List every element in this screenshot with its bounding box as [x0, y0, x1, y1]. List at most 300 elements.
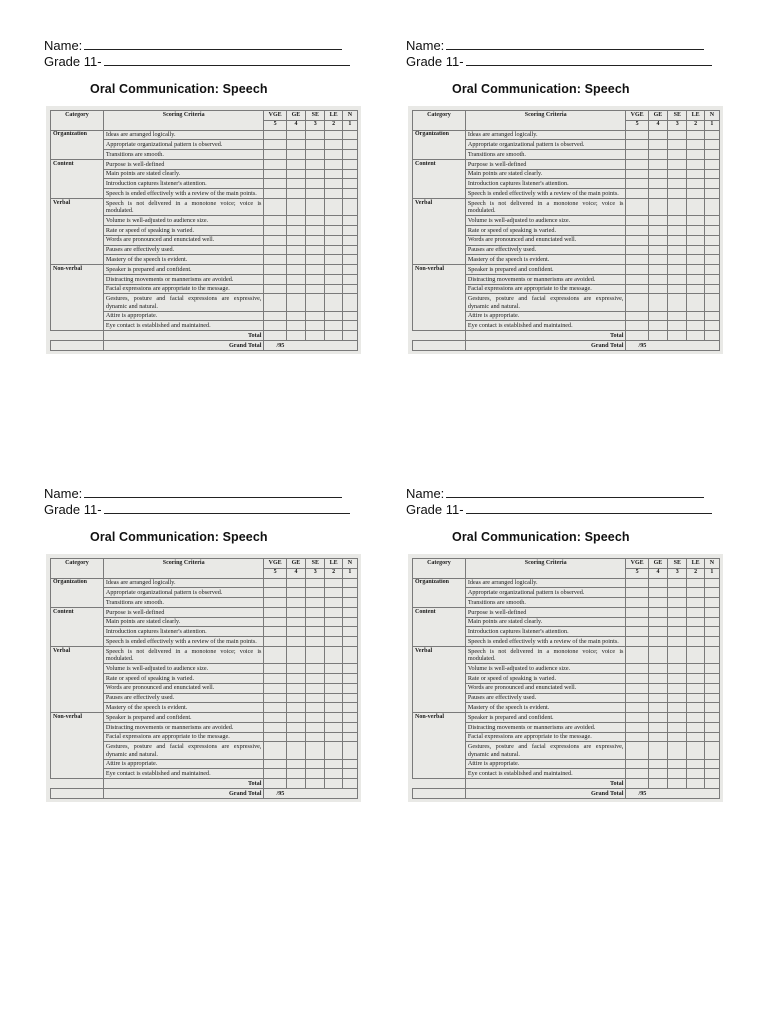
score-cell[interactable] — [286, 235, 305, 245]
score-cell[interactable] — [306, 637, 325, 647]
score-cell[interactable] — [704, 189, 719, 199]
score-cell[interactable] — [626, 703, 648, 713]
score-cell[interactable] — [704, 311, 719, 321]
score-cell[interactable] — [286, 331, 305, 341]
score-cell[interactable] — [704, 169, 719, 179]
score-cell[interactable] — [325, 331, 342, 341]
score-cell[interactable] — [668, 159, 687, 169]
score-cell[interactable] — [648, 647, 667, 664]
score-cell[interactable] — [704, 578, 719, 588]
score-cell[interactable] — [687, 311, 704, 321]
score-cell[interactable] — [687, 627, 704, 637]
score-cell[interactable] — [306, 647, 325, 664]
score-cell[interactable] — [704, 199, 719, 216]
score-cell[interactable] — [325, 294, 342, 311]
score-cell[interactable] — [264, 130, 286, 140]
score-cell[interactable] — [626, 607, 648, 617]
score-cell[interactable] — [264, 779, 286, 789]
score-cell[interactable] — [325, 617, 342, 627]
score-cell[interactable] — [342, 578, 357, 588]
score-cell[interactable] — [626, 588, 648, 598]
score-cell[interactable] — [306, 235, 325, 245]
score-cell[interactable] — [264, 664, 286, 674]
score-cell[interactable] — [325, 713, 342, 723]
score-cell[interactable] — [325, 255, 342, 265]
score-cell[interactable] — [264, 274, 286, 284]
grade-blank[interactable] — [466, 55, 712, 66]
score-cell[interactable] — [342, 235, 357, 245]
score-cell[interactable] — [648, 159, 667, 169]
score-cell[interactable] — [342, 722, 357, 732]
score-cell[interactable] — [264, 637, 286, 647]
score-cell[interactable] — [704, 274, 719, 284]
score-cell[interactable] — [626, 674, 648, 684]
score-cell[interactable] — [668, 693, 687, 703]
score-cell[interactable] — [342, 647, 357, 664]
score-cell[interactable] — [687, 742, 704, 759]
score-cell[interactable] — [687, 216, 704, 226]
score-cell[interactable] — [325, 189, 342, 199]
score-cell[interactable] — [626, 664, 648, 674]
score-cell[interactable] — [626, 617, 648, 627]
score-cell[interactable] — [306, 294, 325, 311]
score-cell[interactable] — [264, 284, 286, 294]
score-cell[interactable] — [668, 588, 687, 598]
score-cell[interactable] — [626, 226, 648, 236]
score-cell[interactable] — [626, 578, 648, 588]
score-cell[interactable] — [668, 294, 687, 311]
score-cell[interactable] — [704, 321, 719, 331]
score-cell[interactable] — [668, 674, 687, 684]
score-cell[interactable] — [626, 759, 648, 769]
score-cell[interactable] — [687, 179, 704, 189]
score-cell[interactable] — [342, 159, 357, 169]
score-cell[interactable] — [306, 179, 325, 189]
score-cell[interactable] — [306, 199, 325, 216]
score-cell[interactable] — [286, 647, 305, 664]
score-cell[interactable] — [306, 779, 325, 789]
score-cell[interactable] — [325, 647, 342, 664]
score-cell[interactable] — [342, 255, 357, 265]
score-cell[interactable] — [325, 664, 342, 674]
score-cell[interactable] — [325, 199, 342, 216]
score-cell[interactable] — [342, 331, 357, 341]
score-cell[interactable] — [626, 742, 648, 759]
score-cell[interactable] — [306, 683, 325, 693]
score-cell[interactable] — [264, 331, 286, 341]
score-cell[interactable] — [687, 150, 704, 160]
score-cell[interactable] — [704, 245, 719, 255]
score-cell[interactable] — [286, 759, 305, 769]
score-cell[interactable] — [648, 130, 667, 140]
score-cell[interactable] — [306, 130, 325, 140]
score-cell[interactable] — [306, 674, 325, 684]
score-cell[interactable] — [306, 311, 325, 321]
score-cell[interactable] — [306, 607, 325, 617]
score-cell[interactable] — [648, 637, 667, 647]
score-cell[interactable] — [648, 226, 667, 236]
name-blank[interactable] — [446, 487, 704, 498]
score-cell[interactable] — [704, 588, 719, 598]
score-cell[interactable] — [264, 769, 286, 779]
score-cell[interactable] — [668, 311, 687, 321]
score-cell[interactable] — [668, 235, 687, 245]
score-cell[interactable] — [626, 598, 648, 608]
score-cell[interactable] — [264, 742, 286, 759]
score-cell[interactable] — [325, 245, 342, 255]
score-cell[interactable] — [687, 245, 704, 255]
score-cell[interactable] — [342, 607, 357, 617]
score-cell[interactable] — [342, 140, 357, 150]
score-cell[interactable] — [648, 732, 667, 742]
score-cell[interactable] — [687, 321, 704, 331]
score-cell[interactable] — [668, 607, 687, 617]
score-cell[interactable] — [325, 683, 342, 693]
score-cell[interactable] — [342, 199, 357, 216]
score-cell[interactable] — [704, 216, 719, 226]
score-cell[interactable] — [668, 713, 687, 723]
score-cell[interactable] — [264, 732, 286, 742]
score-cell[interactable] — [648, 779, 667, 789]
score-cell[interactable] — [687, 647, 704, 664]
score-cell[interactable] — [648, 265, 667, 275]
score-cell[interactable] — [286, 779, 305, 789]
score-cell[interactable] — [325, 274, 342, 284]
score-cell[interactable] — [648, 150, 667, 160]
score-cell[interactable] — [704, 627, 719, 637]
score-cell[interactable] — [648, 598, 667, 608]
score-cell[interactable] — [626, 779, 648, 789]
score-cell[interactable] — [286, 321, 305, 331]
score-cell[interactable] — [668, 130, 687, 140]
score-cell[interactable] — [704, 130, 719, 140]
score-cell[interactable] — [264, 588, 286, 598]
score-cell[interactable] — [306, 759, 325, 769]
score-cell[interactable] — [687, 713, 704, 723]
score-cell[interactable] — [668, 321, 687, 331]
score-cell[interactable] — [325, 588, 342, 598]
score-cell[interactable] — [668, 627, 687, 637]
score-cell[interactable] — [668, 189, 687, 199]
score-cell[interactable] — [286, 284, 305, 294]
score-cell[interactable] — [325, 693, 342, 703]
score-cell[interactable] — [648, 199, 667, 216]
score-cell[interactable] — [325, 779, 342, 789]
score-cell[interactable] — [286, 722, 305, 732]
score-cell[interactable] — [687, 274, 704, 284]
score-cell[interactable] — [687, 284, 704, 294]
score-cell[interactable] — [668, 284, 687, 294]
score-cell[interactable] — [626, 150, 648, 160]
score-cell[interactable] — [648, 703, 667, 713]
score-cell[interactable] — [648, 311, 667, 321]
score-cell[interactable] — [264, 199, 286, 216]
score-cell[interactable] — [687, 759, 704, 769]
score-cell[interactable] — [687, 588, 704, 598]
score-cell[interactable] — [286, 683, 305, 693]
name-blank[interactable] — [446, 39, 704, 50]
score-cell[interactable] — [286, 226, 305, 236]
score-cell[interactable] — [264, 759, 286, 769]
score-cell[interactable] — [306, 159, 325, 169]
score-cell[interactable] — [286, 637, 305, 647]
score-cell[interactable] — [306, 742, 325, 759]
score-cell[interactable] — [325, 769, 342, 779]
score-cell[interactable] — [325, 674, 342, 684]
score-cell[interactable] — [668, 759, 687, 769]
score-cell[interactable] — [264, 617, 286, 627]
score-cell[interactable] — [648, 140, 667, 150]
score-cell[interactable] — [687, 130, 704, 140]
score-cell[interactable] — [687, 199, 704, 216]
score-cell[interactable] — [306, 321, 325, 331]
score-cell[interactable] — [325, 150, 342, 160]
score-cell[interactable] — [325, 265, 342, 275]
score-cell[interactable] — [325, 235, 342, 245]
score-cell[interactable] — [306, 245, 325, 255]
score-cell[interactable] — [648, 294, 667, 311]
score-cell[interactable] — [648, 617, 667, 627]
score-cell[interactable] — [626, 265, 648, 275]
score-cell[interactable] — [342, 294, 357, 311]
score-cell[interactable] — [687, 255, 704, 265]
score-cell[interactable] — [306, 693, 325, 703]
score-cell[interactable] — [626, 189, 648, 199]
score-cell[interactable] — [286, 169, 305, 179]
score-cell[interactable] — [342, 588, 357, 598]
score-cell[interactable] — [704, 331, 719, 341]
score-cell[interactable] — [704, 150, 719, 160]
score-cell[interactable] — [704, 284, 719, 294]
score-cell[interactable] — [286, 588, 305, 598]
score-cell[interactable] — [306, 598, 325, 608]
score-cell[interactable] — [704, 769, 719, 779]
score-cell[interactable] — [306, 578, 325, 588]
score-cell[interactable] — [306, 769, 325, 779]
score-cell[interactable] — [286, 199, 305, 216]
score-cell[interactable] — [668, 703, 687, 713]
score-cell[interactable] — [626, 683, 648, 693]
score-cell[interactable] — [264, 683, 286, 693]
score-cell[interactable] — [264, 598, 286, 608]
score-cell[interactable] — [264, 578, 286, 588]
score-cell[interactable] — [704, 265, 719, 275]
score-cell[interactable] — [264, 627, 286, 637]
score-cell[interactable] — [704, 713, 719, 723]
score-cell[interactable] — [306, 150, 325, 160]
name-blank[interactable] — [84, 487, 342, 498]
score-cell[interactable] — [704, 693, 719, 703]
score-cell[interactable] — [342, 245, 357, 255]
score-cell[interactable] — [286, 255, 305, 265]
score-cell[interactable] — [704, 664, 719, 674]
score-cell[interactable] — [286, 159, 305, 169]
score-cell[interactable] — [264, 159, 286, 169]
score-cell[interactable] — [325, 578, 342, 588]
score-cell[interactable] — [286, 311, 305, 321]
score-cell[interactable] — [668, 331, 687, 341]
score-cell[interactable] — [687, 693, 704, 703]
score-cell[interactable] — [626, 722, 648, 732]
score-cell[interactable] — [648, 664, 667, 674]
score-cell[interactable] — [704, 683, 719, 693]
score-cell[interactable] — [626, 284, 648, 294]
score-cell[interactable] — [306, 140, 325, 150]
score-cell[interactable] — [687, 732, 704, 742]
score-cell[interactable] — [668, 150, 687, 160]
score-cell[interactable] — [306, 722, 325, 732]
score-cell[interactable] — [704, 722, 719, 732]
score-cell[interactable] — [306, 169, 325, 179]
score-cell[interactable] — [704, 226, 719, 236]
score-cell[interactable] — [704, 255, 719, 265]
score-cell[interactable] — [286, 732, 305, 742]
score-cell[interactable] — [306, 216, 325, 226]
score-cell[interactable] — [687, 664, 704, 674]
score-cell[interactable] — [342, 713, 357, 723]
score-cell[interactable] — [342, 189, 357, 199]
score-cell[interactable] — [626, 159, 648, 169]
score-cell[interactable] — [704, 637, 719, 647]
score-cell[interactable] — [306, 189, 325, 199]
score-cell[interactable] — [342, 226, 357, 236]
score-cell[interactable] — [325, 703, 342, 713]
score-cell[interactable] — [306, 265, 325, 275]
score-cell[interactable] — [687, 607, 704, 617]
score-cell[interactable] — [704, 703, 719, 713]
score-cell[interactable] — [648, 216, 667, 226]
score-cell[interactable] — [264, 647, 286, 664]
score-cell[interactable] — [668, 578, 687, 588]
score-cell[interactable] — [687, 159, 704, 169]
score-cell[interactable] — [286, 703, 305, 713]
score-cell[interactable] — [626, 235, 648, 245]
score-cell[interactable] — [626, 179, 648, 189]
score-cell[interactable] — [687, 265, 704, 275]
score-cell[interactable] — [668, 742, 687, 759]
score-cell[interactable] — [648, 769, 667, 779]
score-cell[interactable] — [704, 294, 719, 311]
score-cell[interactable] — [626, 647, 648, 664]
score-cell[interactable] — [325, 159, 342, 169]
score-cell[interactable] — [668, 226, 687, 236]
score-cell[interactable] — [286, 713, 305, 723]
score-cell[interactable] — [626, 245, 648, 255]
score-cell[interactable] — [626, 693, 648, 703]
score-cell[interactable] — [704, 742, 719, 759]
score-cell[interactable] — [687, 769, 704, 779]
score-cell[interactable] — [342, 617, 357, 627]
score-cell[interactable] — [325, 321, 342, 331]
score-cell[interactable] — [648, 683, 667, 693]
score-cell[interactable] — [687, 331, 704, 341]
score-cell[interactable] — [687, 140, 704, 150]
score-cell[interactable] — [264, 140, 286, 150]
score-cell[interactable] — [264, 321, 286, 331]
score-cell[interactable] — [668, 664, 687, 674]
score-cell[interactable] — [306, 284, 325, 294]
score-cell[interactable] — [342, 683, 357, 693]
score-cell[interactable] — [668, 732, 687, 742]
score-cell[interactable] — [306, 732, 325, 742]
grade-blank[interactable] — [104, 55, 350, 66]
score-cell[interactable] — [286, 265, 305, 275]
score-cell[interactable] — [306, 255, 325, 265]
score-cell[interactable] — [342, 664, 357, 674]
score-cell[interactable] — [306, 274, 325, 284]
score-cell[interactable] — [286, 245, 305, 255]
score-cell[interactable] — [668, 769, 687, 779]
score-cell[interactable] — [264, 216, 286, 226]
score-cell[interactable] — [325, 226, 342, 236]
score-cell[interactable] — [342, 265, 357, 275]
score-cell[interactable] — [704, 179, 719, 189]
score-cell[interactable] — [306, 713, 325, 723]
score-cell[interactable] — [325, 311, 342, 321]
score-cell[interactable] — [286, 140, 305, 150]
score-cell[interactable] — [286, 607, 305, 617]
score-cell[interactable] — [687, 683, 704, 693]
score-cell[interactable] — [264, 245, 286, 255]
score-cell[interactable] — [325, 130, 342, 140]
score-cell[interactable] — [668, 647, 687, 664]
score-cell[interactable] — [687, 637, 704, 647]
score-cell[interactable] — [704, 140, 719, 150]
grade-blank[interactable] — [466, 503, 712, 514]
score-cell[interactable] — [264, 255, 286, 265]
grade-blank[interactable] — [104, 503, 350, 514]
score-cell[interactable] — [264, 703, 286, 713]
score-cell[interactable] — [668, 265, 687, 275]
score-cell[interactable] — [306, 588, 325, 598]
score-cell[interactable] — [342, 179, 357, 189]
score-cell[interactable] — [626, 637, 648, 647]
score-cell[interactable] — [264, 169, 286, 179]
score-cell[interactable] — [626, 169, 648, 179]
score-cell[interactable] — [325, 169, 342, 179]
score-cell[interactable] — [286, 617, 305, 627]
score-cell[interactable] — [325, 607, 342, 617]
score-cell[interactable] — [687, 779, 704, 789]
score-cell[interactable] — [648, 274, 667, 284]
score-cell[interactable] — [342, 693, 357, 703]
score-cell[interactable] — [648, 588, 667, 598]
score-cell[interactable] — [342, 703, 357, 713]
score-cell[interactable] — [626, 130, 648, 140]
score-cell[interactable] — [668, 274, 687, 284]
score-cell[interactable] — [668, 216, 687, 226]
score-cell[interactable] — [325, 732, 342, 742]
score-cell[interactable] — [687, 169, 704, 179]
score-cell[interactable] — [704, 674, 719, 684]
score-cell[interactable] — [286, 769, 305, 779]
score-cell[interactable] — [626, 255, 648, 265]
score-cell[interactable] — [687, 703, 704, 713]
score-cell[interactable] — [687, 578, 704, 588]
score-cell[interactable] — [626, 769, 648, 779]
score-cell[interactable] — [648, 255, 667, 265]
score-cell[interactable] — [704, 598, 719, 608]
score-cell[interactable] — [325, 598, 342, 608]
score-cell[interactable] — [264, 150, 286, 160]
score-cell[interactable] — [648, 169, 667, 179]
score-cell[interactable] — [342, 311, 357, 321]
score-cell[interactable] — [626, 331, 648, 341]
score-cell[interactable] — [286, 598, 305, 608]
score-cell[interactable] — [626, 311, 648, 321]
score-cell[interactable] — [626, 294, 648, 311]
score-cell[interactable] — [286, 578, 305, 588]
